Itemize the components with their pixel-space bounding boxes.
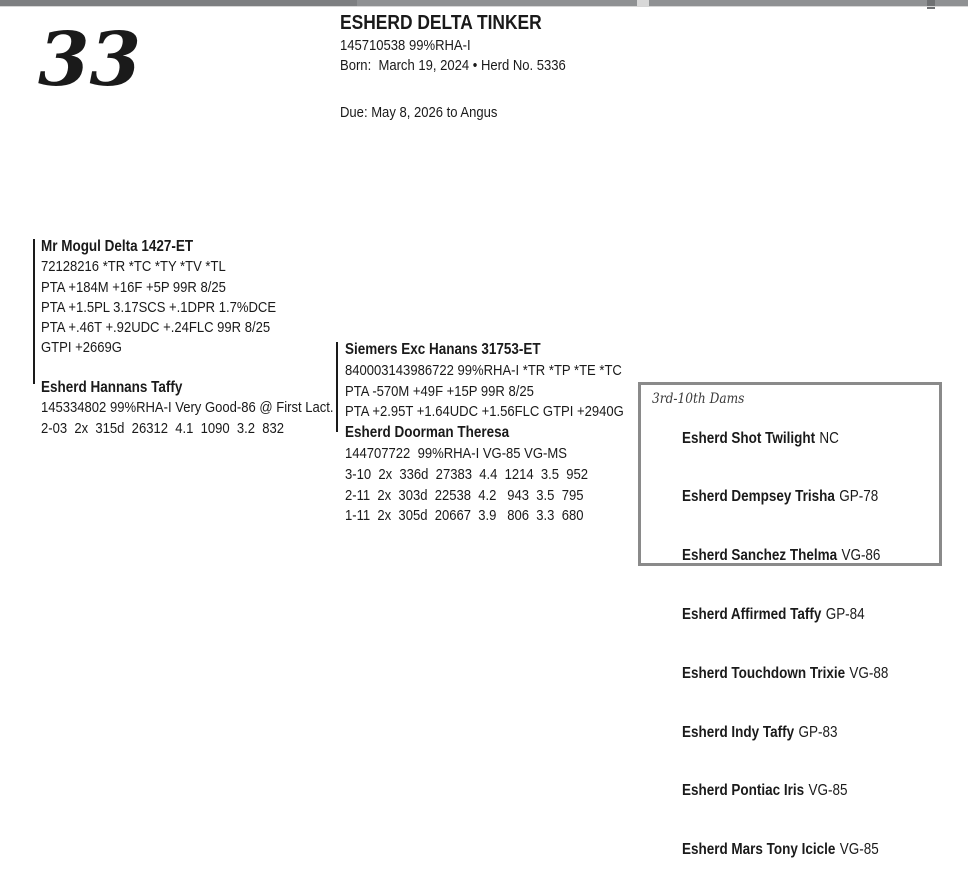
sire-pedigree-line: 72128216 *TR *TC *TY *TV *TL: [41, 258, 226, 276]
dam-list-item: [652, 644, 892, 703]
sire-block: [41, 237, 276, 359]
dam-name: Esherd Hannans Taffy: [41, 379, 183, 396]
dam-list-grade: VG-85: [839, 841, 879, 859]
sire-pedigree-line: PTA +184M +16F +5P 99R 8/25: [41, 278, 226, 296]
dam-list-item: [652, 762, 892, 821]
dam-list-name: Esherd Dempsey Trisha: [681, 488, 835, 506]
second-sire-pedigree-line: 840003143986722 99%RHA-I *TR *TP *TE *TC: [345, 361, 622, 379]
second-sire-pedigree-line: PTA -570M +49F +15P 99R 8/25: [345, 382, 534, 400]
dam-list-name: Esherd Mars Tony Icicle: [681, 841, 836, 859]
page-top-edge-underline: [0, 6, 968, 7]
second-generation-block: [345, 340, 624, 527]
sire-name: Mr Mogul Delta 1427-ET: [41, 238, 194, 255]
page-top-edge-tick: [927, 0, 935, 9]
second-generation-bracket: [336, 342, 338, 432]
dam-list-grade: GP-83: [798, 723, 838, 741]
dam-list-grade: GP-84: [825, 605, 865, 623]
further-dams-box: [638, 382, 942, 859]
dam-list-grade: VG-85: [808, 782, 848, 800]
sire-pedigree-bracket: [33, 239, 35, 384]
dam-list-name: Esherd Pontiac Iris: [681, 782, 805, 800]
second-sire-pedigree-line: PTA +2.95T +1.64UDC +1.56FLC GTPI +2940G: [345, 403, 624, 421]
second-dam-name: Esherd Doorman Theresa: [345, 424, 510, 442]
born-herd-line: Born: March 19, 2024 • Herd No. 5336: [340, 57, 566, 74]
dam-list-name: Esherd Touchdown Trixie: [681, 664, 846, 682]
sire-pedigree-line: GTPI +2669G: [41, 339, 122, 357]
dam-list-grade: VG-88: [849, 664, 889, 682]
second-dam-lactation-record: 3-10 2x 336d 27383 4.4 1214 3.5 952: [345, 465, 589, 483]
registration-number: 145710538 99%RHA-I: [340, 37, 471, 54]
dam-lactation-record: 2-03 2x 315d 26312 4.1 1090 3.2 832: [41, 419, 285, 437]
due-date-line: Due: May 8, 2026 to Angus: [340, 104, 498, 121]
second-sire-name: Siemers Exc Hanans 31753-ET: [345, 341, 541, 358]
dam-list-item: [652, 527, 892, 586]
second-dam-lactation-record: 2-11 2x 303d 22538 4.2 943 3.5 795: [345, 486, 584, 504]
lot-number: 33: [38, 17, 141, 103]
further-dams-title: 3rd-10th Dams: [652, 391, 745, 407]
dam-list-grade: NC: [819, 429, 839, 447]
dam-list-item: [652, 468, 892, 527]
dam-list-name: Esherd Indy Taffy: [681, 723, 795, 741]
sire-pedigree-line: PTA +1.5PL 3.17SCS +.1DPR 1.7%DCE: [41, 298, 277, 316]
dam-list-name: Esherd Affirmed Taffy: [681, 605, 822, 623]
dam-block: [41, 378, 334, 439]
second-dam-lactation-record: 1-11 2x 305d 20667 3.9 806 3.3 680: [345, 507, 584, 525]
dam-list-item: [652, 585, 892, 644]
second-dam-pedigree-line: 144707722 99%RHA-I VG-85 VG-MS: [345, 444, 567, 462]
animal-name: ESHERD DELTA TINKER: [340, 12, 542, 34]
dam-list-grade: GP-78: [839, 488, 879, 506]
dam-list-name: Esherd Shot Twilight: [681, 429, 816, 447]
dam-list-grade: VG-86: [841, 547, 881, 565]
sire-pedigree-line: PTA +.46T +.92UDC +.24FLC 99R 8/25: [41, 319, 271, 337]
dam-list-item: [652, 409, 892, 468]
dam-list-name: Esherd Sanchez Thelma: [681, 547, 838, 565]
animal-header: [340, 10, 566, 123]
dam-pedigree-line: 145334802 99%RHA-I Very Good-86 @ First Lact.: [41, 399, 334, 417]
dam-list-item: [652, 820, 892, 879]
dam-list-item: [652, 703, 892, 762]
